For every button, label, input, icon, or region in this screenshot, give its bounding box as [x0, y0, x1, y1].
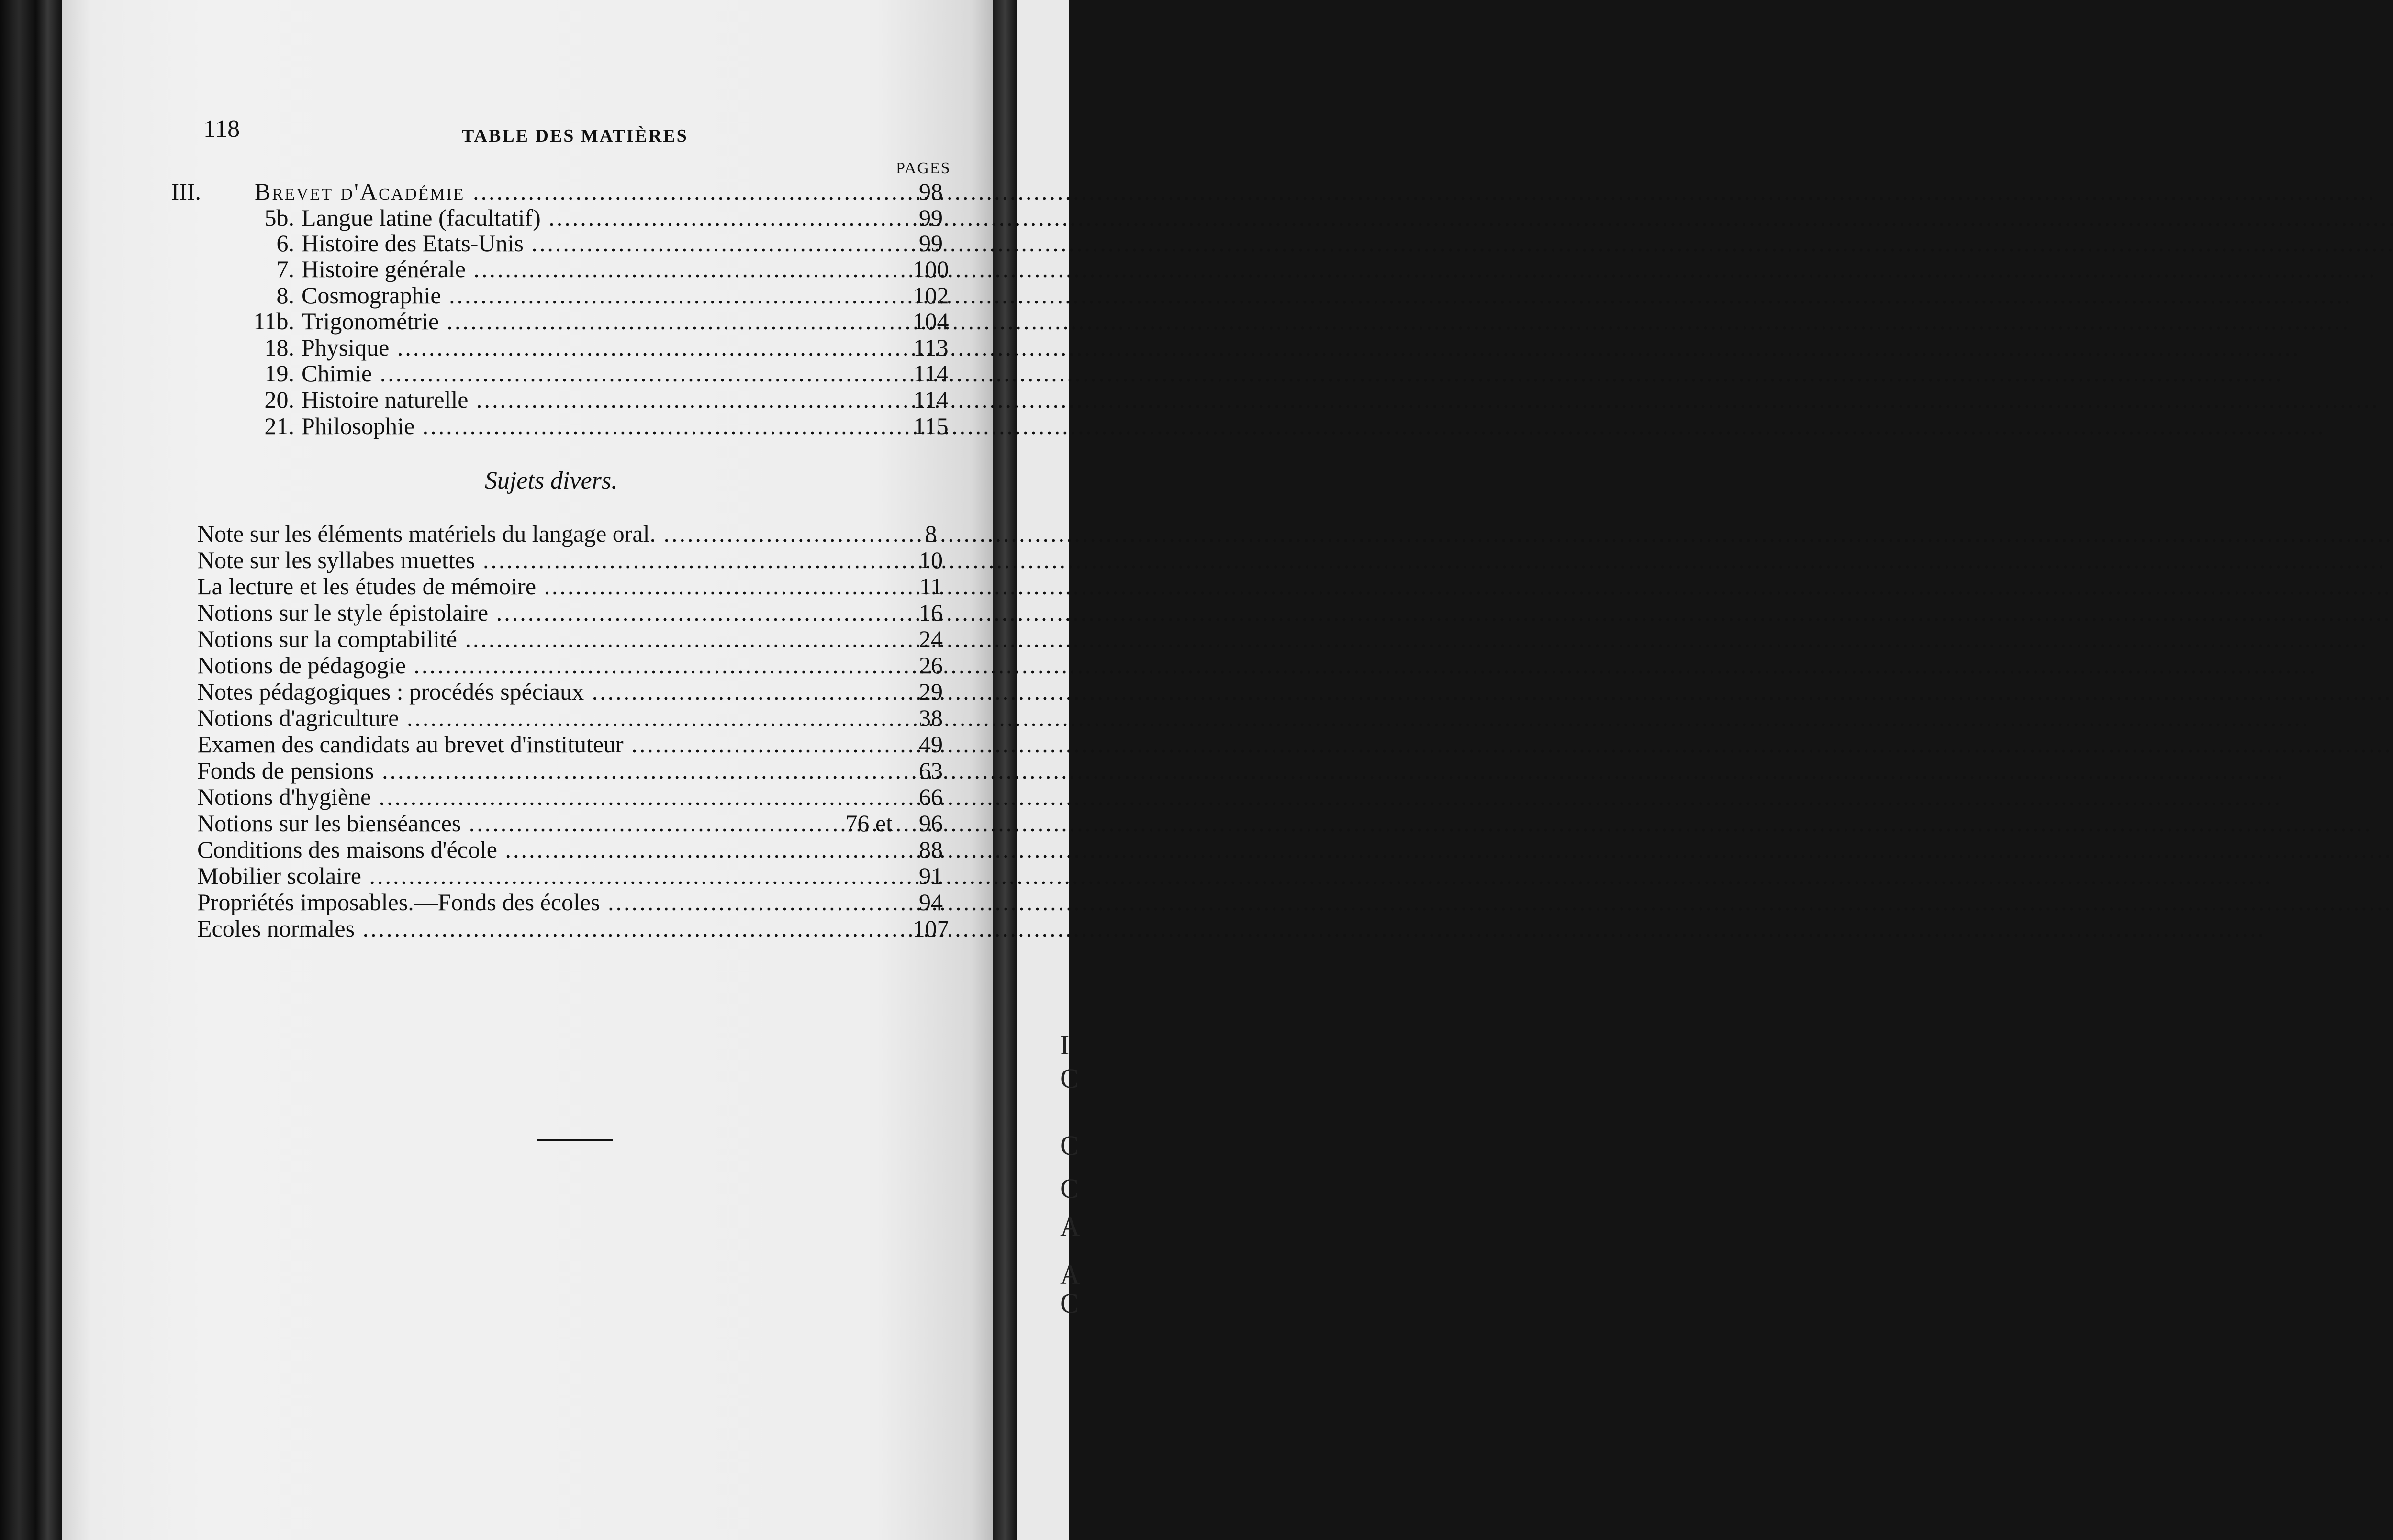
toc-entry-label: Notions sur la comptabilité ..... — [197, 625, 894, 653]
toc-entry-label: Langue latine (facultatif) ..... — [302, 203, 894, 232]
toc-entry — [0, 835, 1069, 864]
toc-entry-label: Ecoles normales ..... — [197, 914, 894, 943]
toc-entry-label: Histoire générale ..... — [302, 255, 894, 283]
toc-page-number: 107 — [913, 915, 949, 942]
section-title: Brevet d'Académie ..... — [255, 177, 894, 206]
toc-entry — [0, 703, 1069, 732]
toc-page-number: 88 — [919, 836, 943, 863]
toc-page-number: 115 — [913, 413, 949, 439]
toc-page-number: 16 — [919, 599, 943, 626]
end-rule-divider — [537, 1139, 613, 1141]
toc-entry — [0, 625, 1069, 653]
toc-entry — [0, 861, 1069, 890]
toc-entry — [0, 782, 1069, 811]
toc-page-number: 63 — [919, 757, 943, 784]
toc-entry — [0, 359, 1069, 388]
toc-page-number: 99 — [919, 204, 943, 231]
toc-page-number: 113 — [913, 334, 949, 361]
toc-entry-label: Notions de pédagogie ..... — [197, 651, 894, 680]
toc-page-number: 11 — [919, 573, 943, 600]
toc-entry — [0, 546, 1069, 574]
toc-page-number: 114 — [913, 386, 949, 413]
toc-entry-label: Notions sur les bienséances ..... — [197, 809, 824, 837]
toc-page-number: 8 — [925, 520, 937, 547]
toc-entry-label: Fonds de pensions ..... — [197, 756, 894, 785]
toc-page-number: 96 — [919, 810, 943, 837]
toc-page-number: 99 — [919, 230, 943, 257]
toc-entry — [0, 809, 1069, 837]
toc-entry-number: 8. — [276, 282, 294, 309]
toc-page-number: 49 — [919, 731, 943, 758]
toc-page-number: 91 — [919, 862, 943, 889]
toc-entry — [0, 307, 1069, 335]
next-page-fragment: C — [1060, 1173, 1079, 1204]
page-number: 118 — [203, 115, 240, 143]
toc-entry-label: Examen des candidats au brevet d'instituteur ..... — [197, 730, 894, 759]
toc-entry — [0, 677, 1069, 706]
next-page-fragment: A — [1060, 1211, 1080, 1242]
toc-page-number: 10 — [919, 547, 943, 573]
toc-entry-number: 20. — [264, 386, 294, 413]
toc-entry-label: Chimie ..... — [302, 359, 894, 388]
toc-entry-label: Note sur les éléments matériels du langage oral. ..... — [197, 519, 894, 548]
pages-column-label: PAGES — [896, 159, 951, 177]
next-page-fragment: A — [1060, 1259, 1080, 1290]
toc-entry-label: Physique ..... — [302, 333, 894, 362]
toc-entry — [0, 412, 1069, 440]
toc-page-number: 98 — [919, 178, 943, 205]
toc-entry-number: 7. — [276, 256, 294, 282]
section-numeral: III. — [171, 178, 201, 205]
toc-page-number: 104 — [913, 308, 949, 335]
toc-entry-label: Propriétés imposables.—Fonds des écoles ..... — [197, 888, 894, 916]
toc-entry — [0, 598, 1069, 627]
toc-page-number: 102 — [913, 282, 949, 309]
toc-entry-label: Philosophie ..... — [302, 412, 894, 440]
toc-entry-label: Note sur les syllabes muettes ..... — [197, 546, 894, 574]
toc-entry — [0, 255, 1069, 283]
toc-entry-label: Trigonométrie ..... — [302, 307, 894, 335]
toc-entry — [0, 281, 1069, 310]
toc-entry-label: Mobilier scolaire ..... — [197, 861, 894, 890]
toc-entry-number: 18. — [264, 334, 294, 361]
toc-entry-label: Conditions des maisons d'école ..... — [197, 835, 894, 864]
toc-entry-number: 19. — [264, 360, 294, 387]
next-page-fragment: I — [1060, 1029, 1070, 1060]
toc-entry — [0, 385, 1069, 414]
toc-entry-label: Notions sur le style épistolaire ..... — [197, 598, 894, 627]
toc-section-row — [0, 177, 1069, 206]
toc-page-number: 94 — [919, 889, 943, 915]
toc-entry-label: Histoire des Etats-Unis ..... — [302, 229, 894, 257]
toc-entry — [0, 333, 1069, 362]
toc-entry — [0, 229, 1069, 257]
toc-entry-number: 6. — [276, 230, 294, 257]
toc-entry-label: Notes pédagogiques : procédés spéciaux ..... — [197, 677, 894, 706]
toc-entry-number: 11b. — [253, 308, 294, 335]
toc-entry — [0, 888, 1069, 916]
toc-entry-label: Histoire naturelle ..... — [302, 385, 894, 414]
toc-entry — [0, 730, 1069, 759]
next-page-fragment: C — [1060, 1130, 1079, 1161]
next-page-fragment: C — [1060, 1063, 1079, 1094]
toc-page-number: 114 — [913, 360, 949, 387]
toc-entry — [0, 651, 1069, 680]
toc-page-number: 38 — [919, 704, 943, 731]
toc-entry-label: Notions d'hygiène ..... — [197, 782, 894, 811]
toc-page-number: 100 — [913, 256, 949, 282]
toc-entry — [0, 914, 1069, 943]
toc-page-number: 24 — [919, 625, 943, 652]
toc-page-number: 66 — [919, 783, 943, 810]
toc-page-number: 29 — [919, 678, 943, 705]
toc-entry-number: 5b. — [264, 204, 294, 231]
next-page-fragment: C — [1060, 1288, 1079, 1319]
toc-entry-label: Cosmographie ..... — [302, 281, 894, 310]
toc-page-number: 26 — [919, 652, 943, 679]
toc-entry-label: Notions d'agriculture ..... — [197, 703, 894, 732]
toc-entry — [0, 203, 1069, 232]
toc-extra-page-reference: 76 et — [845, 810, 893, 837]
toc-entry — [0, 756, 1069, 785]
running-title: TABLE DES MATIÈRES — [462, 126, 688, 146]
toc-entry — [0, 519, 1069, 548]
toc-entry — [0, 572, 1069, 601]
toc-entry-label: La lecture et les études de mémoire ..... — [197, 572, 894, 601]
toc-entry-number: 21. — [264, 413, 294, 439]
section-heading-sujets-divers: Sujets divers. — [484, 467, 618, 494]
